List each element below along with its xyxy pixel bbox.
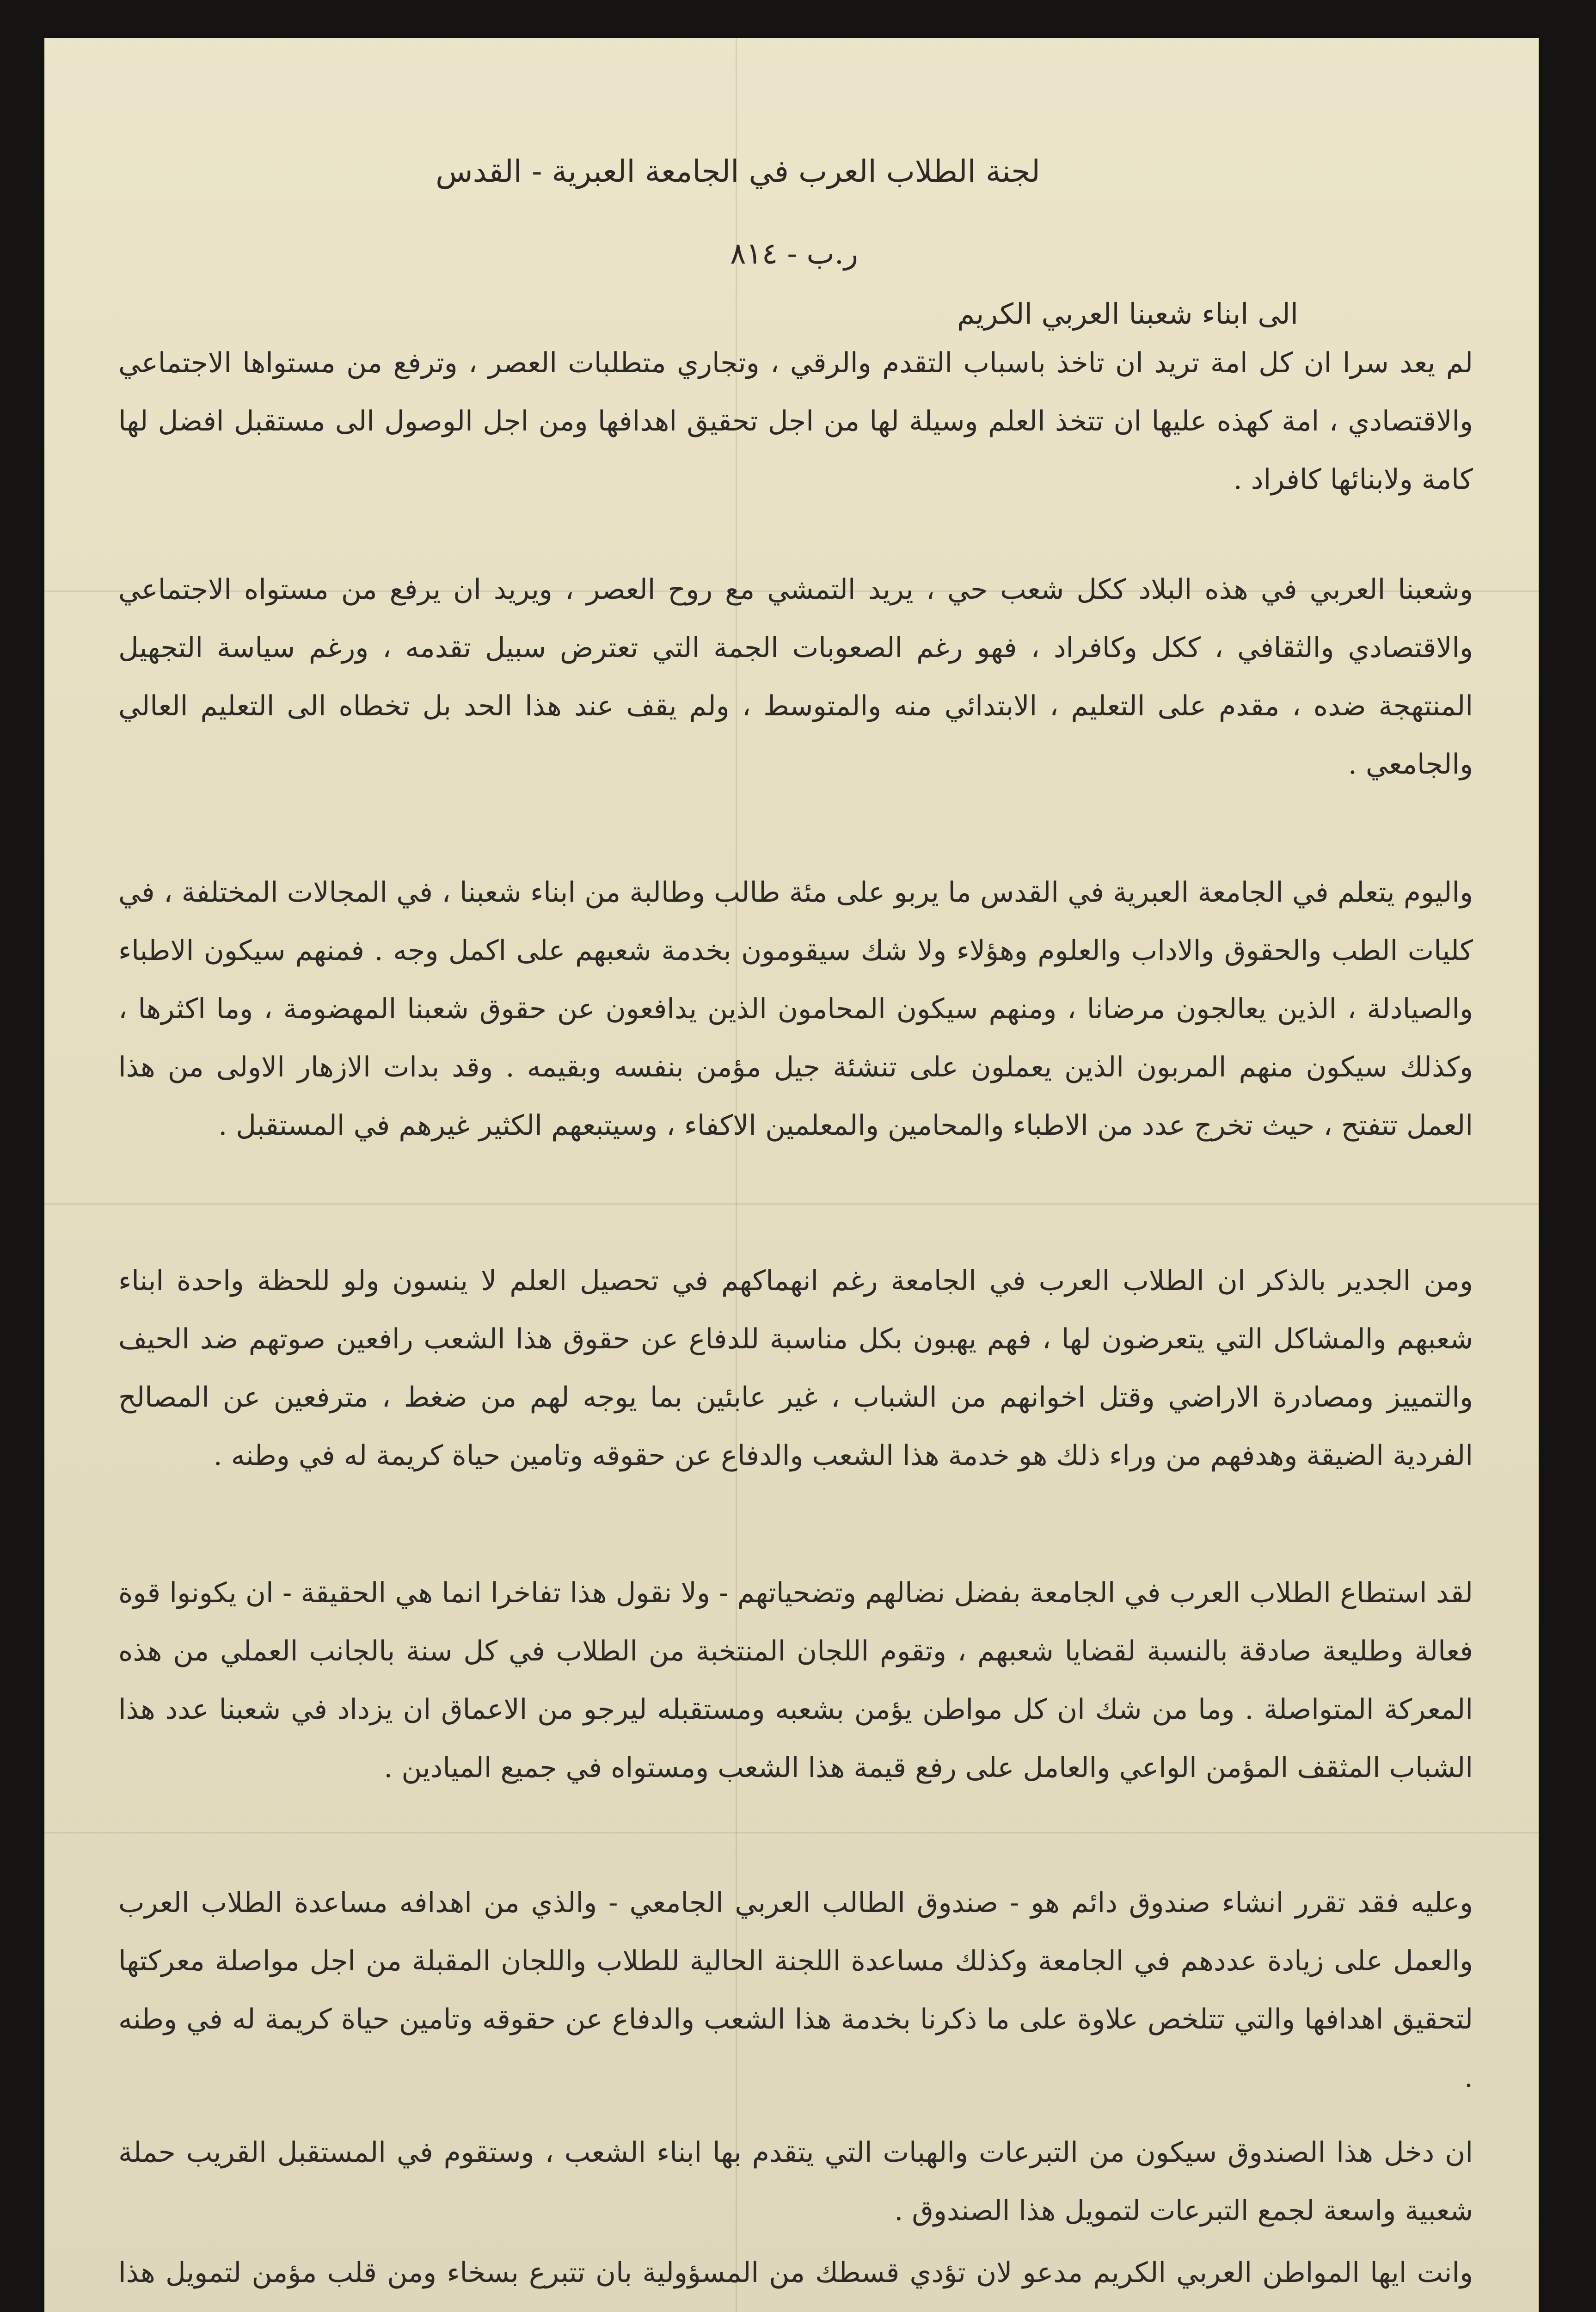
paragraph: لقد استطاع الطلاب العرب في الجامعة بفضل نضالهم وتضحياتهم - ولا نقول هذا تفاخرا انما هي الحقيقة - ان يكونوا قوة فعالة وطليعة صادقة بالنسبة لقضايا شعبهم ، وتقوم اللجان المنتخبة من الطلاب في كل سنة بالجانب العملي من هذه المعركة المتواصلة . وما من شك ان كل مواطن يؤمن بشعبه ومستقبله ليرجو من الاعماق ان يزداد في شعبنا عدد هذا الشباب المثقف المؤمن الواعي والعامل على رفع قيمة هذا الشعب ومستواه في جميع الميادين . bbox=[109, 1577, 1473, 1784]
fold-crease-horizontal bbox=[44, 1832, 1539, 1833]
letter-header: لجنة الطلاب العرب في الجامعة العبرية - القدس bbox=[436, 154, 1040, 189]
paragraph: وانت ايها المواطن العربي الكريم مدعو لان تؤدي قسطك من المسؤولية بان تتبرع بسخاء ومن قلب مؤمن لتمويل هذا bbox=[118, 2257, 1473, 2289]
paragraph: وعليه فقد تقرر انشاء صندوق دائم هو - صندوق الطالب العربي الجامعي - والذي من اهدافه مساعدة الطلاب العرب والعمل على زيادة عددهم في الجامعة وكذلك مساعدة اللجنة الحالية للطلاب واللجان المقبلة من اجل مواصلة معركتها لتحقيق اهدافها والتي تتلخص علاوة على ما ذكرنا بخدمة هذا الشعب والدفاع عن حقوقه وتامين حياة كريمة له في وطنه . bbox=[109, 1887, 1473, 2094]
letter-page bbox=[44, 38, 1539, 2312]
reference-number: ر.ب - ٨١٤ bbox=[730, 237, 858, 271]
paragraph: لم يعد سرا ان كل امة تريد ان تاخذ باسباب التقدم والرقي ، وتجاري متطلبات العصر ، وترفع من مستواها الاجتماعي والاقتصادي ، امة كهذه عليها ان تتخذ العلم وسيلة لها من اجل تحقيق اهدافها ومن اجل الوصول الى مستقبل افضل لها كامة ولابنائها كافراد . bbox=[109, 347, 1473, 496]
paragraph: ان دخل هذا الصندوق سيكون من التبرعات والهبات التي يتقدم بها ابناء الشعب ، وستقوم في المستقبل القريب حملة شعبية واسعة لجمع التبرعات لتمويل هذا الصندوق . bbox=[109, 2136, 1473, 2227]
paragraph: واليوم يتعلم في الجامعة العبرية في القدس ما يربو على مئة طالب وطالبة من ابناء شعبنا ، في المجالات المختلفة ، في كليات الطب والحقوق والاداب والعلوم وهؤلاء ولا شك سيقومون بخدمة شعبهم على اكمل وجه . فمنهم سيكون الاطباء والصيادلة ، الذين يعالجون مرضانا ، ومنهم سيكون المحامون الذين يدافعون عن حقوق شعبنا المهضومة ، وما اكثرها ، وكذلك سيكون منهم المربون الذين يعملون على تنشئة جيل مؤمن بنفسه وبقيمه . وقد بدات الازهار الاولى من هذا العمل تتفتح ، حيث تخرج عدد من الاطباء والمحامين والمعلمين الاكفاء ، وسيتبعهم الكثير غيرهم في المستقبل . bbox=[109, 876, 1473, 1142]
salutation: الى ابناء شعبنا العربي الكريم bbox=[957, 297, 1298, 331]
fold-crease-horizontal bbox=[44, 1203, 1539, 1205]
paragraph: ومن الجدير بالذكر ان الطلاب العرب في الجامعة رغم انهماكهم في تحصيل العلم لا ينسون ولو للحظة واحدة ابناء شعبهم والمشاكل التي يتعرضون لها ، فهم يهبون بكل مناسبة للدفاع عن حقوق هذا الشعب رافعين صوتهم ضد الحيف والتمييز ومصادرة الاراضي وقتل اخوانهم من الشباب ، غير عابئين بما يوجه لهم من ضغط ، مترفعين عن المصالح الفردية الضيقة وهدفهم من وراء ذلك هو خدمة هذا الشعب والدفاع عن حقوقه وتامين حياة كريمة له في وطنه . bbox=[109, 1265, 1473, 1472]
paragraph: وشعبنا العربي في هذه البلاد ككل شعب حي ، يريد التمشي مع روح العصر ، ويريد ان يرفع من مستواه الاجتماعي والاقتصادي والثقافي ، ككل وكافراد ، فهو رغم الصعوبات الجمة التي تعترض سبيل تقدمه ، ورغم سياسة التجهيل المنتهجة ضده ، مقدم على التعليم ، الابتدائي منه والمتوسط ، ولم يقف عند هذا الحد بل تخطاه الى التعليم العالي والجامعي . bbox=[109, 573, 1473, 781]
